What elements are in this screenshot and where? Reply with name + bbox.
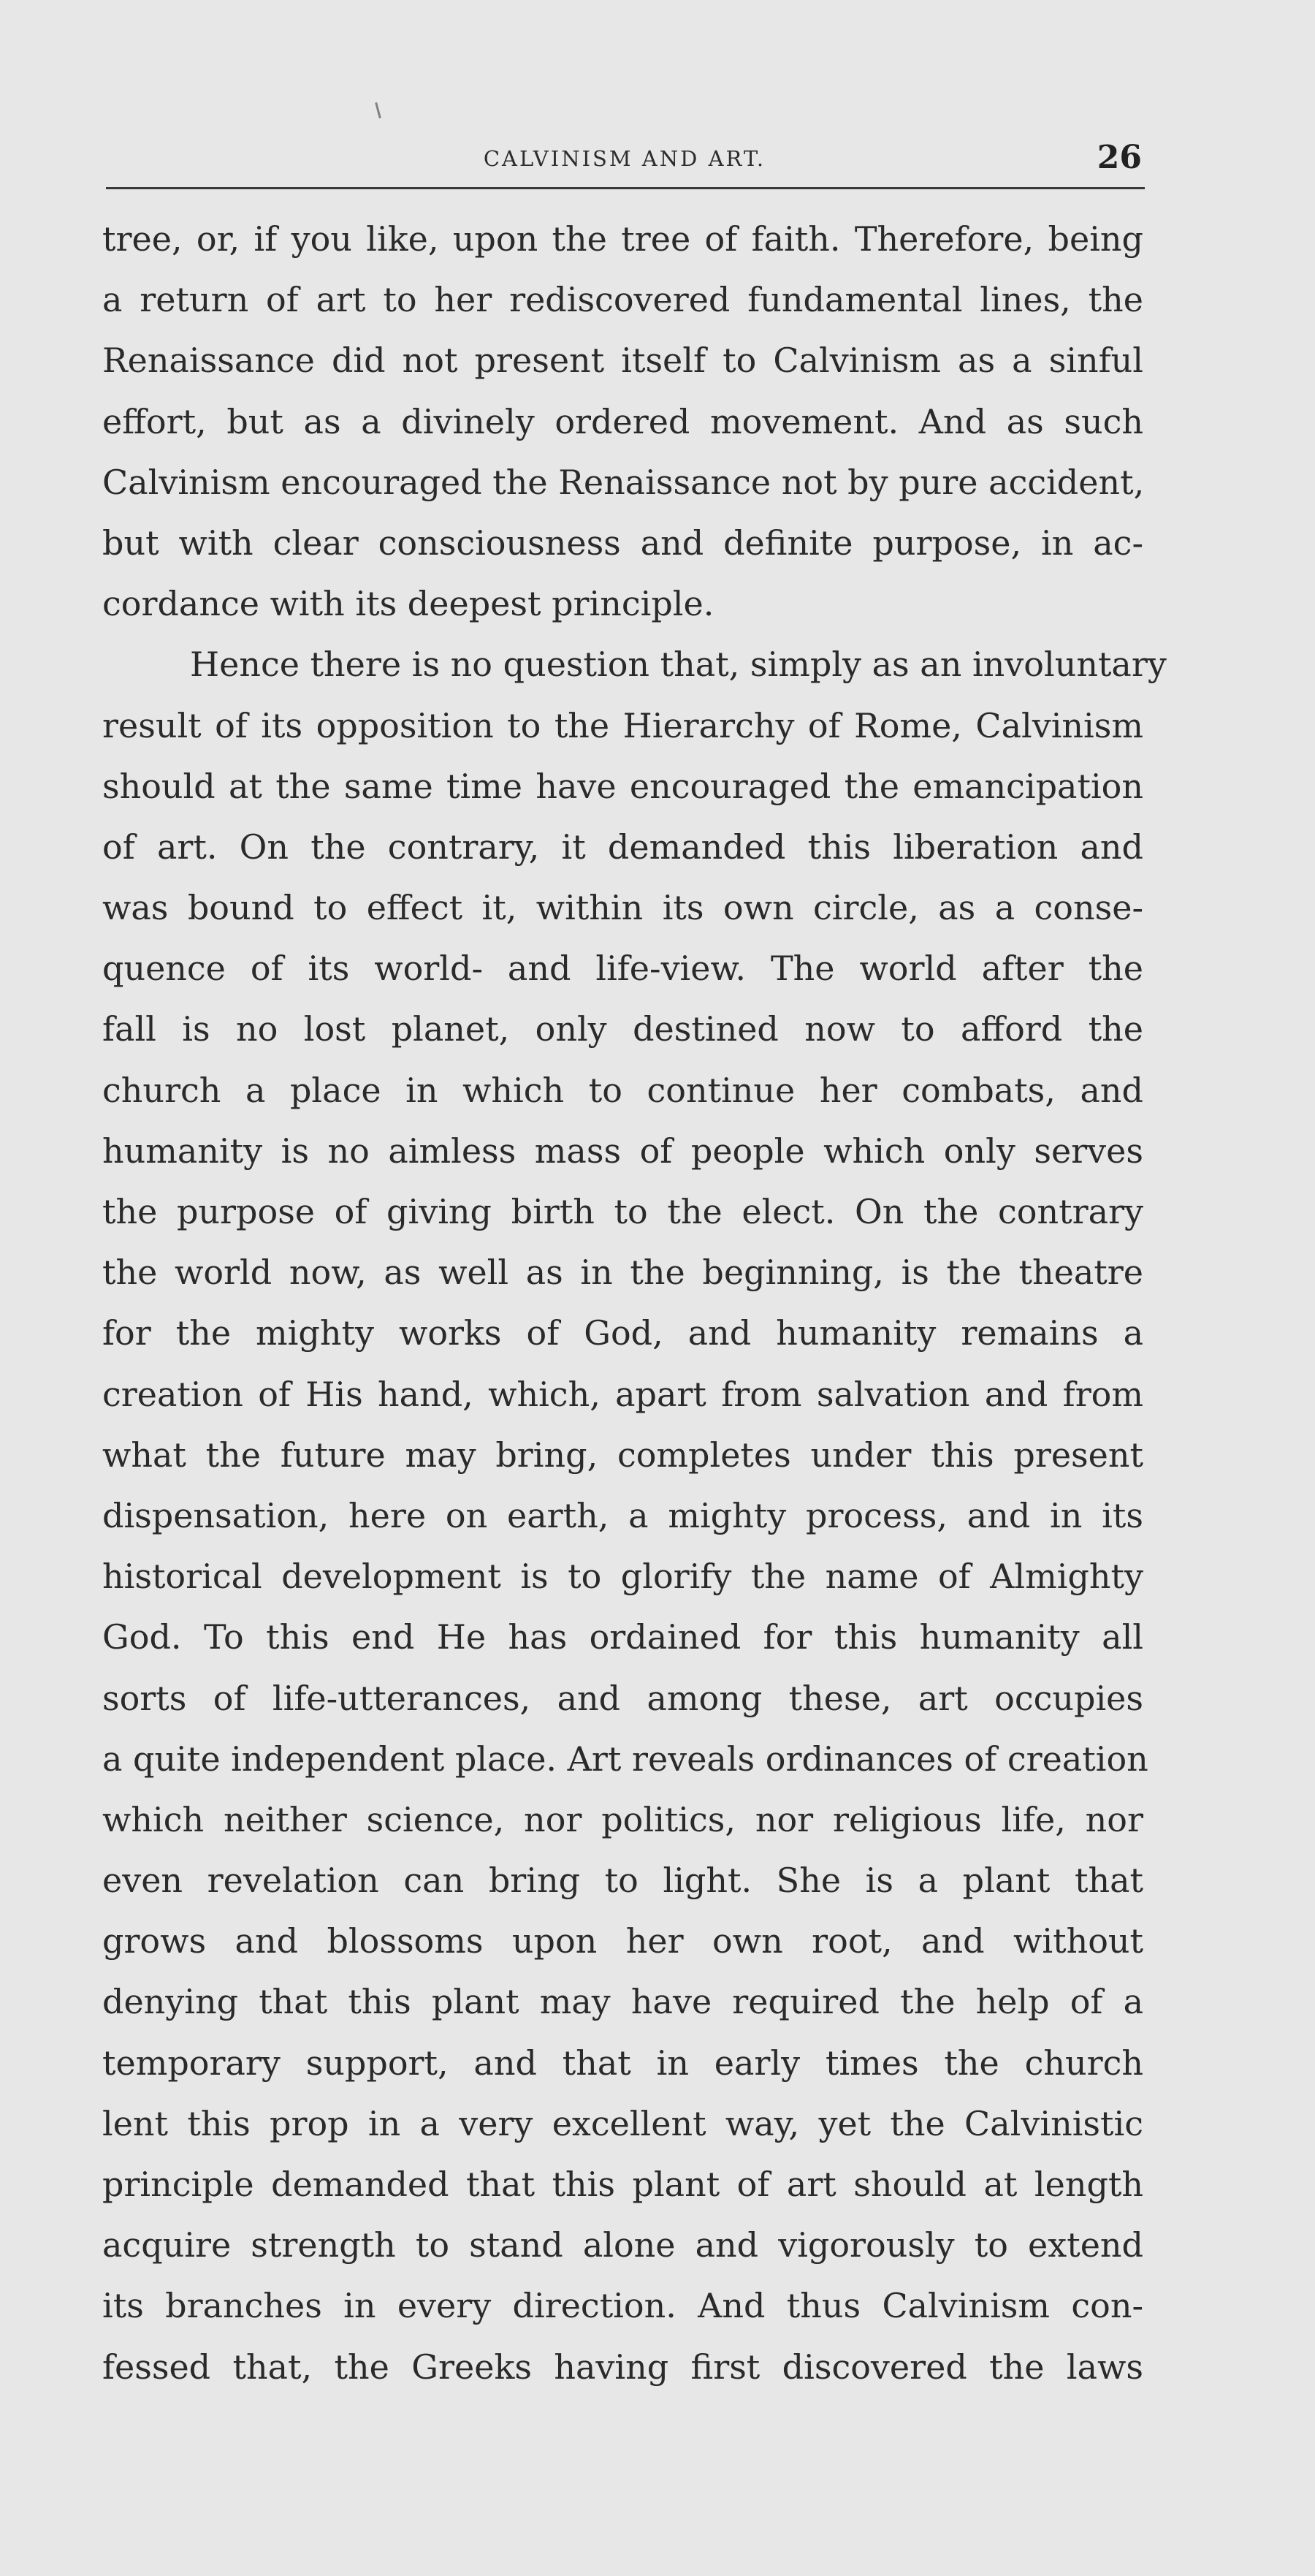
text-line: acquire strength to stand alone and vigorously to extend (102, 2225, 1143, 2265)
text-line: should at the same time have encouraged the emancipation (102, 766, 1143, 806)
print-speck (375, 102, 381, 118)
text-line: a return of art to her rediscovered fundamental lines, the (102, 280, 1143, 320)
text-line: a quite independent place. Art reveals ordinances of creation (102, 1739, 1148, 1779)
header-rule (106, 187, 1145, 189)
text-line: cordance with its deepest principle. (102, 584, 714, 624)
text-line: humanity is no aimless mass of people which only serves (102, 1131, 1143, 1171)
text-line: quence of its world- and life-view. The world after the (102, 949, 1143, 989)
text-line: of art. On the contrary, it demanded this liberation and (102, 827, 1143, 867)
text-line: God. To this end He has ordained for this humanity all (102, 1617, 1143, 1657)
text-line: Calvinism encouraged the Renaissance not by pure accident, (102, 462, 1145, 502)
text-line: creation of His hand, which, apart from salvation and from (102, 1374, 1143, 1414)
page-header (106, 139, 1143, 183)
text-line: fall is no lost planet, only destined now to afford the (102, 1009, 1143, 1049)
text-line: principle demanded that this plant of art should at length (102, 2165, 1143, 2204)
page-number: 26 (1097, 139, 1142, 176)
text-line: temporary support, and that in early times the church (102, 2043, 1143, 2083)
text-line: fessed that, the Greeks having first discovered the laws (102, 2347, 1143, 2387)
body-text (102, 209, 1167, 2398)
running-title: CALVINISM AND ART. (483, 146, 766, 171)
text-line: effort, but as a divinely ordered movement. And as such (102, 401, 1143, 441)
text-line: sorts of life-utterances, and among these, art occupies (102, 1678, 1143, 1718)
text-line: for the mighty works of God, and humanity remains a (102, 1313, 1143, 1353)
text-line: its branches in every direction. And thus Calvinism con- (102, 2286, 1143, 2326)
text-line: historical development is to glorify the name of Almighty (102, 1557, 1143, 1597)
text-line: denying that this plant may have required the help of a (102, 1982, 1143, 2022)
text-line: the world now, as well as in the beginning, is the theatre (102, 1253, 1143, 1293)
text-line: was bound to effect it, within its own circle, as a conse- (102, 888, 1143, 928)
text-line: lent this prop in a very excellent way, yet the Calvinistic (102, 2103, 1143, 2143)
text-line: Hence there is no question that, simply as an involuntary (190, 645, 1167, 685)
text-line: what the future may bring, completes under this present (102, 1435, 1143, 1475)
text-line: church a place in which to continue her combats, and (102, 1070, 1143, 1110)
text-line: even revelation can bring to light. She is a plant that (102, 1861, 1143, 1901)
text-line: grows and blossoms upon her own root, and without (102, 1921, 1143, 1961)
text-line: result of its opposition to the Hierarchy of Rome, Calvinism (102, 705, 1143, 745)
text-line: the purpose of giving birth to the elect. On the contrary (102, 1192, 1143, 1231)
text-line: dispensation, here on earth, a mighty process, and in its (102, 1495, 1143, 1535)
text-line: but with clear consciousness and definite purpose, in ac- (102, 523, 1143, 563)
text-line: Renaissance did not present itself to Calvinism as a sinful (102, 341, 1143, 381)
text-line: tree, or, if you like, upon the tree of faith. Therefore, being (102, 219, 1143, 259)
text-line: which neither science, nor politics, nor religious life, nor (102, 1799, 1143, 1839)
